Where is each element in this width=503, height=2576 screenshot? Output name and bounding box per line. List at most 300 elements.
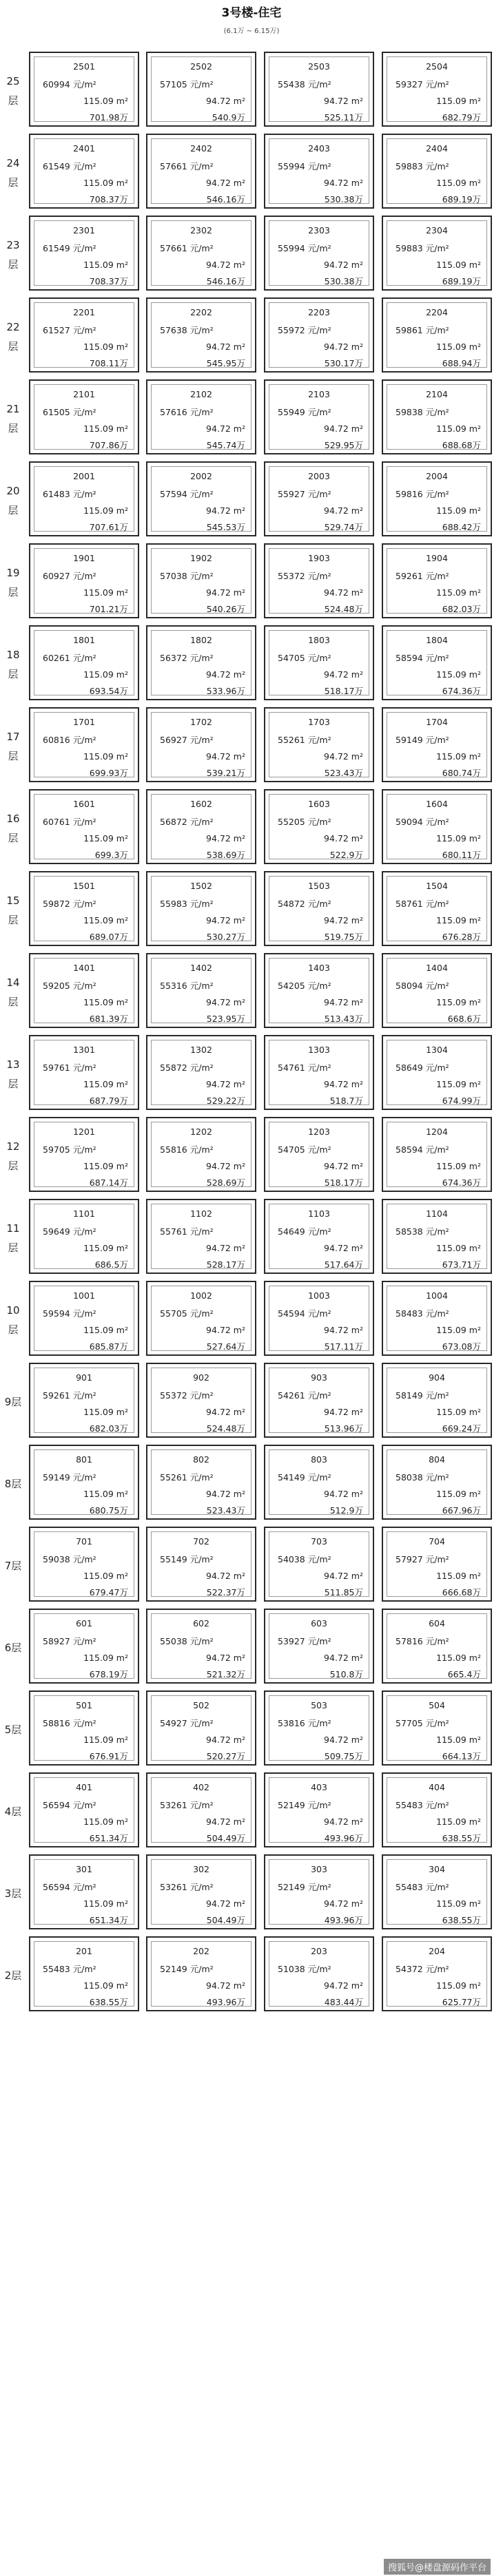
unit-room-number: 704 bbox=[429, 1536, 445, 1547]
unit-area: 94.72 m² bbox=[206, 178, 245, 188]
unit-area: 94.72 m² bbox=[206, 1571, 245, 1581]
unit-total-price: 674.36万 bbox=[442, 1177, 481, 1188]
unit-cell bbox=[146, 543, 256, 618]
unit-total-price: 533.96万 bbox=[206, 686, 245, 696]
unit-cell bbox=[382, 379, 492, 454]
unit-cell bbox=[146, 297, 256, 373]
unit-cell bbox=[264, 1609, 374, 1684]
unit-area: 115.09 m² bbox=[436, 997, 481, 1007]
unit-total-price: 524.48万 bbox=[324, 604, 363, 614]
floor-row bbox=[0, 1361, 503, 1443]
unit-room-number: 801 bbox=[76, 1454, 92, 1465]
unit-total-price: 518.17万 bbox=[324, 1177, 363, 1188]
unit-total-price: 546.16万 bbox=[206, 276, 245, 286]
unit-room-number: 1601 bbox=[73, 799, 95, 809]
unit-total-price: 510.8万 bbox=[329, 1669, 363, 1679]
unit-room-number: 2101 bbox=[73, 389, 95, 399]
floor-row bbox=[0, 1443, 503, 1525]
unit-area: 94.72 m² bbox=[324, 1898, 363, 1909]
floor-row bbox=[0, 787, 503, 869]
price-range-subtitle: (6.1万 ~ 6.15万) bbox=[223, 28, 280, 35]
unit-room-number: 1801 bbox=[73, 635, 95, 645]
unit-cell-inner-border bbox=[269, 630, 369, 695]
unit-area: 115.09 m² bbox=[83, 1489, 128, 1499]
unit-cell bbox=[264, 1117, 374, 1192]
unit-area: 115.09 m² bbox=[83, 833, 128, 844]
unit-area: 94.72 m² bbox=[324, 96, 363, 106]
unit-room-number: 1004 bbox=[426, 1290, 448, 1301]
unit-room-number: 1303 bbox=[308, 1045, 330, 1055]
unit-total-price: 530.38万 bbox=[324, 276, 363, 286]
unit-total-price: 676.28万 bbox=[442, 932, 481, 942]
unit-price-per-sqm: 54927 元/m² bbox=[160, 1718, 214, 1728]
unit-room-number: 1501 bbox=[73, 881, 95, 891]
unit-total-price: 682.03万 bbox=[89, 1423, 128, 1434]
unit-room-number: 304 bbox=[429, 1864, 445, 1874]
unit-area: 115.09 m² bbox=[436, 1489, 481, 1499]
unit-area: 94.72 m² bbox=[324, 423, 363, 434]
unit-cell bbox=[29, 1527, 139, 1602]
unit-cell bbox=[146, 1445, 256, 1520]
unit-cell-inner-border bbox=[387, 1204, 487, 1269]
unit-room-number: 1404 bbox=[426, 963, 448, 973]
unit-total-price: 674.99万 bbox=[442, 1096, 481, 1106]
unit-area: 115.09 m² bbox=[83, 1325, 128, 1335]
floor-label: 13 层 bbox=[6, 1058, 20, 1090]
unit-area: 94.72 m² bbox=[324, 1325, 363, 1335]
unit-price-per-sqm: 57638 元/m² bbox=[160, 325, 214, 335]
unit-room-number: 1502 bbox=[190, 881, 212, 891]
unit-cell-inner-border bbox=[269, 302, 369, 368]
floor-row bbox=[0, 1852, 503, 1934]
unit-cell-inner-border bbox=[34, 876, 134, 941]
unit-total-price: 517.11万 bbox=[324, 1341, 363, 1352]
floor-row bbox=[0, 295, 503, 377]
floor-label: 21 层 bbox=[6, 402, 20, 434]
unit-area: 115.09 m² bbox=[436, 1571, 481, 1581]
floor-row bbox=[0, 623, 503, 705]
floor-label: 16 层 bbox=[6, 812, 20, 844]
unit-price-per-sqm: 55949 元/m² bbox=[278, 407, 331, 417]
unit-total-price: 708.37万 bbox=[89, 276, 128, 286]
floor-label: 4层 bbox=[4, 1805, 22, 1818]
unit-area: 94.72 m² bbox=[324, 1816, 363, 1827]
unit-area: 94.72 m² bbox=[324, 1980, 363, 1991]
unit-cell-inner-border bbox=[387, 1122, 487, 1187]
unit-total-price: 523.43万 bbox=[206, 1505, 245, 1516]
unit-price-per-sqm: 56872 元/m² bbox=[160, 817, 214, 827]
unit-cell bbox=[264, 379, 374, 454]
unit-cell-inner-border bbox=[34, 548, 134, 614]
unit-cell bbox=[264, 1281, 374, 1356]
unit-cell-inner-border bbox=[269, 1695, 369, 1761]
unit-room-number: 1503 bbox=[308, 881, 330, 891]
unit-cell bbox=[264, 1527, 374, 1602]
unit-cell-inner-border bbox=[34, 384, 134, 450]
unit-area: 94.72 m² bbox=[206, 1325, 245, 1335]
unit-cell bbox=[146, 1199, 256, 1274]
unit-cell bbox=[146, 1772, 256, 1847]
unit-area: 94.72 m² bbox=[206, 997, 245, 1007]
unit-cell bbox=[264, 1772, 374, 1847]
unit-cell bbox=[29, 1363, 139, 1438]
unit-room-number: 1103 bbox=[308, 1208, 330, 1219]
unit-cell-inner-border bbox=[269, 384, 369, 450]
unit-price-per-sqm: 55994 元/m² bbox=[278, 243, 331, 253]
floor-label: 18 层 bbox=[6, 648, 20, 680]
unit-cell bbox=[382, 1936, 492, 2011]
unit-total-price: 707.86万 bbox=[89, 440, 128, 450]
unit-total-price: 538.69万 bbox=[206, 850, 245, 860]
unit-area: 115.09 m² bbox=[83, 505, 128, 516]
floor-label: 5层 bbox=[4, 1723, 22, 1736]
unit-room-number: 603 bbox=[311, 1618, 327, 1629]
unit-area: 94.72 m² bbox=[324, 1243, 363, 1253]
unit-total-price: 493.96万 bbox=[324, 1915, 363, 1925]
unit-total-price: 688.42万 bbox=[442, 522, 481, 532]
unit-cell-inner-border bbox=[34, 1368, 134, 1433]
unit-price-per-sqm: 57105 元/m² bbox=[160, 79, 214, 90]
unit-cell bbox=[146, 379, 256, 454]
unit-total-price: 528.69万 bbox=[206, 1177, 245, 1188]
unit-area: 94.72 m² bbox=[206, 1898, 245, 1909]
unit-total-price: 520.27万 bbox=[206, 1751, 245, 1761]
unit-room-number: 2304 bbox=[426, 225, 448, 235]
unit-area: 94.72 m² bbox=[324, 1161, 363, 1171]
unit-room-number: 1703 bbox=[308, 717, 330, 727]
unit-total-price: 528.17万 bbox=[206, 1259, 245, 1270]
unit-cell bbox=[29, 1936, 139, 2011]
unit-price-per-sqm: 59594 元/m² bbox=[43, 1308, 96, 1319]
unit-cell-inner-border bbox=[387, 630, 487, 695]
unit-price-per-sqm: 53816 元/m² bbox=[278, 1718, 331, 1728]
unit-cell-inner-border bbox=[151, 1613, 252, 1679]
unit-cell bbox=[146, 1281, 256, 1356]
unit-price-per-sqm: 56372 元/m² bbox=[160, 653, 214, 663]
unit-cell-inner-border bbox=[151, 1531, 252, 1597]
floor-row bbox=[0, 869, 503, 951]
unit-total-price: 673.08万 bbox=[442, 1341, 481, 1352]
unit-cell bbox=[264, 1854, 374, 1929]
unit-room-number: 1402 bbox=[190, 963, 212, 973]
unit-area: 94.72 m² bbox=[324, 669, 363, 680]
unit-room-number: 1304 bbox=[426, 1045, 448, 1055]
unit-price-per-sqm: 59861 元/m² bbox=[396, 325, 449, 335]
unit-cell bbox=[146, 789, 256, 864]
unit-price-per-sqm: 55705 元/m² bbox=[160, 1308, 214, 1319]
unit-price-per-sqm: 55483 元/m² bbox=[396, 1882, 449, 1892]
source-credit: 搜狐号@楼盘源码作平台 bbox=[384, 2559, 491, 2575]
unit-cell-inner-border bbox=[269, 220, 369, 286]
floor-label: 10 层 bbox=[6, 1303, 20, 1336]
unit-cell bbox=[264, 52, 374, 127]
floor-row bbox=[0, 1688, 503, 1770]
unit-room-number: 302 bbox=[193, 1864, 209, 1874]
unit-total-price: 523.43万 bbox=[324, 768, 363, 778]
unit-price-per-sqm: 61483 元/m² bbox=[43, 489, 96, 499]
unit-cell bbox=[264, 1199, 374, 1274]
unit-price-per-sqm: 58761 元/m² bbox=[396, 899, 449, 909]
unit-room-number: 1602 bbox=[190, 799, 212, 809]
unit-cell bbox=[264, 1936, 374, 2011]
unit-area: 115.09 m² bbox=[83, 1079, 128, 1089]
unit-cell bbox=[146, 707, 256, 782]
floor-label: 12 层 bbox=[6, 1140, 20, 1172]
unit-price-per-sqm: 57038 元/m² bbox=[160, 571, 214, 581]
unit-price-per-sqm: 53261 元/m² bbox=[160, 1882, 214, 1892]
unit-room-number: 2003 bbox=[308, 471, 330, 481]
unit-cell-inner-border bbox=[151, 958, 252, 1023]
unit-cell-inner-border bbox=[269, 1040, 369, 1105]
unit-cell bbox=[29, 1609, 139, 1684]
unit-cell-inner-border bbox=[269, 794, 369, 859]
unit-price-per-sqm: 58594 元/m² bbox=[396, 653, 449, 663]
unit-price-per-sqm: 52149 元/m² bbox=[278, 1882, 331, 1892]
floor-row bbox=[0, 377, 503, 459]
unit-total-price: 483.44万 bbox=[324, 1997, 363, 2007]
unit-area: 115.09 m² bbox=[436, 1735, 481, 1745]
unit-room-number: 2102 bbox=[190, 389, 212, 399]
floor-row bbox=[0, 951, 503, 1033]
unit-cell bbox=[29, 52, 139, 127]
page-title: 3号楼-住宅 bbox=[221, 6, 282, 20]
unit-room-number: 2501 bbox=[73, 61, 95, 72]
unit-area: 94.72 m² bbox=[206, 260, 245, 270]
unit-cell bbox=[382, 1772, 492, 1847]
unit-cell-inner-border bbox=[151, 1122, 252, 1187]
unit-room-number: 1904 bbox=[426, 553, 448, 563]
unit-area: 115.09 m² bbox=[436, 342, 481, 352]
unit-price-per-sqm: 52149 元/m² bbox=[278, 1800, 331, 1810]
unit-price-per-sqm: 58927 元/m² bbox=[43, 1636, 96, 1646]
unit-cell bbox=[29, 297, 139, 373]
unit-area: 115.09 m² bbox=[436, 751, 481, 762]
unit-area: 115.09 m² bbox=[436, 96, 481, 106]
unit-cell-inner-border bbox=[387, 1941, 487, 2007]
unit-area: 94.72 m² bbox=[324, 342, 363, 352]
unit-cell-inner-border bbox=[151, 1040, 252, 1105]
unit-total-price: 518.17万 bbox=[324, 686, 363, 696]
unit-total-price: 674.36万 bbox=[442, 686, 481, 696]
unit-price-per-sqm: 55994 元/m² bbox=[278, 161, 331, 171]
unit-total-price: 701.98万 bbox=[89, 112, 128, 123]
unit-room-number: 601 bbox=[76, 1618, 92, 1629]
unit-total-price: 545.53万 bbox=[206, 522, 245, 532]
unit-cell bbox=[29, 1854, 139, 1929]
unit-room-number: 701 bbox=[76, 1536, 92, 1547]
floor-row bbox=[0, 1115, 503, 1197]
unit-total-price: 680.75万 bbox=[89, 1505, 128, 1516]
unit-cell-inner-border bbox=[387, 1613, 487, 1679]
unit-area: 94.72 m² bbox=[324, 178, 363, 188]
unit-price-per-sqm: 55261 元/m² bbox=[278, 735, 331, 745]
unit-cell-inner-border bbox=[151, 1695, 252, 1761]
unit-cell bbox=[264, 625, 374, 700]
unit-price-per-sqm: 58816 元/m² bbox=[43, 1718, 96, 1728]
unit-room-number: 1302 bbox=[190, 1045, 212, 1055]
unit-total-price: 638.55万 bbox=[442, 1833, 481, 1843]
unit-area: 115.09 m² bbox=[436, 1898, 481, 1909]
unit-cell bbox=[29, 543, 139, 618]
unit-area: 115.09 m² bbox=[436, 1079, 481, 1089]
unit-cell-inner-border bbox=[269, 1777, 369, 1843]
unit-area: 94.72 m² bbox=[324, 1653, 363, 1663]
unit-cell bbox=[264, 1035, 374, 1110]
unit-total-price: 687.14万 bbox=[89, 1177, 128, 1188]
unit-cell bbox=[146, 1690, 256, 1766]
unit-cell-inner-border bbox=[269, 56, 369, 122]
unit-price-per-sqm: 55316 元/m² bbox=[160, 981, 214, 991]
unit-area: 94.72 m² bbox=[324, 1571, 363, 1581]
unit-cell bbox=[264, 297, 374, 373]
unit-room-number: 202 bbox=[193, 1946, 209, 1956]
unit-price-per-sqm: 59883 元/m² bbox=[396, 161, 449, 171]
unit-cell bbox=[146, 1854, 256, 1929]
unit-cell bbox=[29, 1281, 139, 1356]
unit-price-per-sqm: 58594 元/m² bbox=[396, 1144, 449, 1155]
unit-room-number: 1504 bbox=[426, 881, 448, 891]
floor-label: 9层 bbox=[4, 1395, 22, 1408]
unit-total-price: 530.27万 bbox=[206, 932, 245, 942]
unit-room-number: 2001 bbox=[73, 471, 95, 481]
unit-price-per-sqm: 59261 元/m² bbox=[43, 1390, 96, 1401]
unit-cell bbox=[264, 461, 374, 536]
unit-total-price: 666.68万 bbox=[442, 1587, 481, 1598]
unit-cell-inner-border bbox=[269, 1531, 369, 1597]
unit-cell-inner-border bbox=[34, 1040, 134, 1105]
unit-total-price: 680.11万 bbox=[442, 850, 481, 860]
unit-area: 115.09 m² bbox=[436, 587, 481, 598]
unit-cell-inner-border bbox=[151, 302, 252, 368]
unit-total-price: 529.95万 bbox=[324, 440, 363, 450]
unit-room-number: 503 bbox=[311, 1700, 327, 1710]
unit-total-price: 511.85万 bbox=[324, 1587, 363, 1598]
unit-total-price: 638.55万 bbox=[442, 1915, 481, 1925]
unit-total-price: 509.75万 bbox=[324, 1751, 363, 1761]
unit-price-per-sqm: 55927 元/m² bbox=[278, 489, 331, 499]
unit-price-per-sqm: 58038 元/m² bbox=[396, 1472, 449, 1483]
unit-area: 115.09 m² bbox=[436, 260, 481, 270]
unit-area: 115.09 m² bbox=[436, 1325, 481, 1335]
unit-total-price: 701.21万 bbox=[89, 604, 128, 614]
unit-total-price: 681.39万 bbox=[89, 1014, 128, 1024]
unit-cell-inner-border bbox=[151, 220, 252, 286]
unit-area: 115.09 m² bbox=[83, 1571, 128, 1581]
unit-area: 94.72 m² bbox=[206, 1653, 245, 1663]
unit-area: 94.72 m² bbox=[206, 505, 245, 516]
unit-price-per-sqm: 60761 元/m² bbox=[43, 817, 96, 827]
unit-price-per-sqm: 59838 元/m² bbox=[396, 407, 449, 417]
unit-price-per-sqm: 56927 元/m² bbox=[160, 735, 214, 745]
unit-cell bbox=[264, 134, 374, 209]
unit-price-per-sqm: 61549 元/m² bbox=[43, 243, 96, 253]
unit-cell bbox=[382, 1035, 492, 1110]
unit-cell-inner-border bbox=[387, 712, 487, 777]
unit-room-number: 1101 bbox=[73, 1208, 95, 1219]
floor-label: 8层 bbox=[4, 1477, 22, 1490]
unit-cell bbox=[264, 789, 374, 864]
unit-room-number: 2503 bbox=[308, 61, 330, 72]
floor-row bbox=[0, 1279, 503, 1361]
unit-price-per-sqm: 54038 元/m² bbox=[278, 1554, 331, 1564]
unit-price-per-sqm: 59261 元/m² bbox=[396, 571, 449, 581]
unit-area: 115.09 m² bbox=[436, 1243, 481, 1253]
unit-area: 94.72 m² bbox=[324, 260, 363, 270]
unit-cell bbox=[264, 953, 374, 1028]
unit-price-per-sqm: 58094 元/m² bbox=[396, 981, 449, 991]
unit-area: 94.72 m² bbox=[206, 751, 245, 762]
unit-price-per-sqm: 59816 元/m² bbox=[396, 489, 449, 499]
unit-room-number: 303 bbox=[311, 1864, 327, 1874]
unit-room-number: 1803 bbox=[308, 635, 330, 645]
unit-total-price: 693.54万 bbox=[89, 686, 128, 696]
unit-cell-inner-border bbox=[269, 1859, 369, 1925]
unit-price-per-sqm: 55761 元/m² bbox=[160, 1226, 214, 1237]
unit-cell bbox=[264, 543, 374, 618]
unit-total-price: 545.95万 bbox=[206, 358, 245, 368]
unit-area: 115.09 m² bbox=[83, 342, 128, 352]
unit-price-per-sqm: 60261 元/m² bbox=[43, 653, 96, 663]
unit-area: 115.09 m² bbox=[83, 997, 128, 1007]
unit-price-per-sqm: 54649 元/m² bbox=[278, 1226, 331, 1237]
unit-area: 115.09 m² bbox=[436, 1653, 481, 1663]
unit-cell-inner-border bbox=[34, 1204, 134, 1269]
unit-cell bbox=[382, 1690, 492, 1766]
unit-total-price: 524.48万 bbox=[206, 1423, 245, 1434]
unit-total-price: 667.96万 bbox=[442, 1505, 481, 1516]
unit-room-number: 2104 bbox=[426, 389, 448, 399]
floor-row bbox=[0, 50, 503, 132]
unit-cell bbox=[382, 1363, 492, 1438]
unit-cell bbox=[146, 1035, 256, 1110]
unit-cell-inner-border bbox=[387, 1859, 487, 1925]
unit-total-price: 540.26万 bbox=[206, 604, 245, 614]
unit-room-number: 1701 bbox=[73, 717, 95, 727]
unit-cell bbox=[382, 1609, 492, 1684]
floor-row bbox=[0, 705, 503, 787]
unit-area: 115.09 m² bbox=[83, 1653, 128, 1663]
unit-total-price: 689.07万 bbox=[89, 932, 128, 942]
unit-price-per-sqm: 61505 元/m² bbox=[43, 407, 96, 417]
unit-price-per-sqm: 54705 元/m² bbox=[278, 1144, 331, 1155]
unit-area: 115.09 m² bbox=[83, 587, 128, 598]
unit-total-price: 513.96万 bbox=[324, 1423, 363, 1434]
unit-cell-inner-border bbox=[151, 1204, 252, 1269]
unit-total-price: 669.24万 bbox=[442, 1423, 481, 1434]
unit-cell-inner-border bbox=[151, 1449, 252, 1515]
unit-total-price: 679.47万 bbox=[89, 1587, 128, 1598]
unit-total-price: 687.79万 bbox=[89, 1096, 128, 1106]
unit-price-per-sqm: 57816 元/m² bbox=[396, 1636, 449, 1646]
unit-cell bbox=[146, 625, 256, 700]
unit-price-per-sqm: 58149 元/m² bbox=[396, 1390, 449, 1401]
unit-total-price: 521.32万 bbox=[206, 1669, 245, 1679]
unit-room-number: 2204 bbox=[426, 307, 448, 317]
unit-price-per-sqm: 55816 元/m² bbox=[160, 1144, 214, 1155]
unit-area: 115.09 m² bbox=[436, 178, 481, 188]
unit-cell-inner-border bbox=[34, 1695, 134, 1761]
unit-room-number: 502 bbox=[193, 1700, 209, 1710]
unit-cell bbox=[382, 543, 492, 618]
unit-area: 94.72 m² bbox=[324, 1407, 363, 1417]
unit-area: 115.09 m² bbox=[83, 1980, 128, 1991]
unit-room-number: 2502 bbox=[190, 61, 212, 72]
unit-cell-inner-border bbox=[387, 1695, 487, 1761]
floor-row bbox=[0, 1606, 503, 1688]
unit-total-price: 525.11万 bbox=[324, 112, 363, 123]
unit-cell bbox=[29, 1117, 139, 1192]
unit-room-number: 2002 bbox=[190, 471, 212, 481]
